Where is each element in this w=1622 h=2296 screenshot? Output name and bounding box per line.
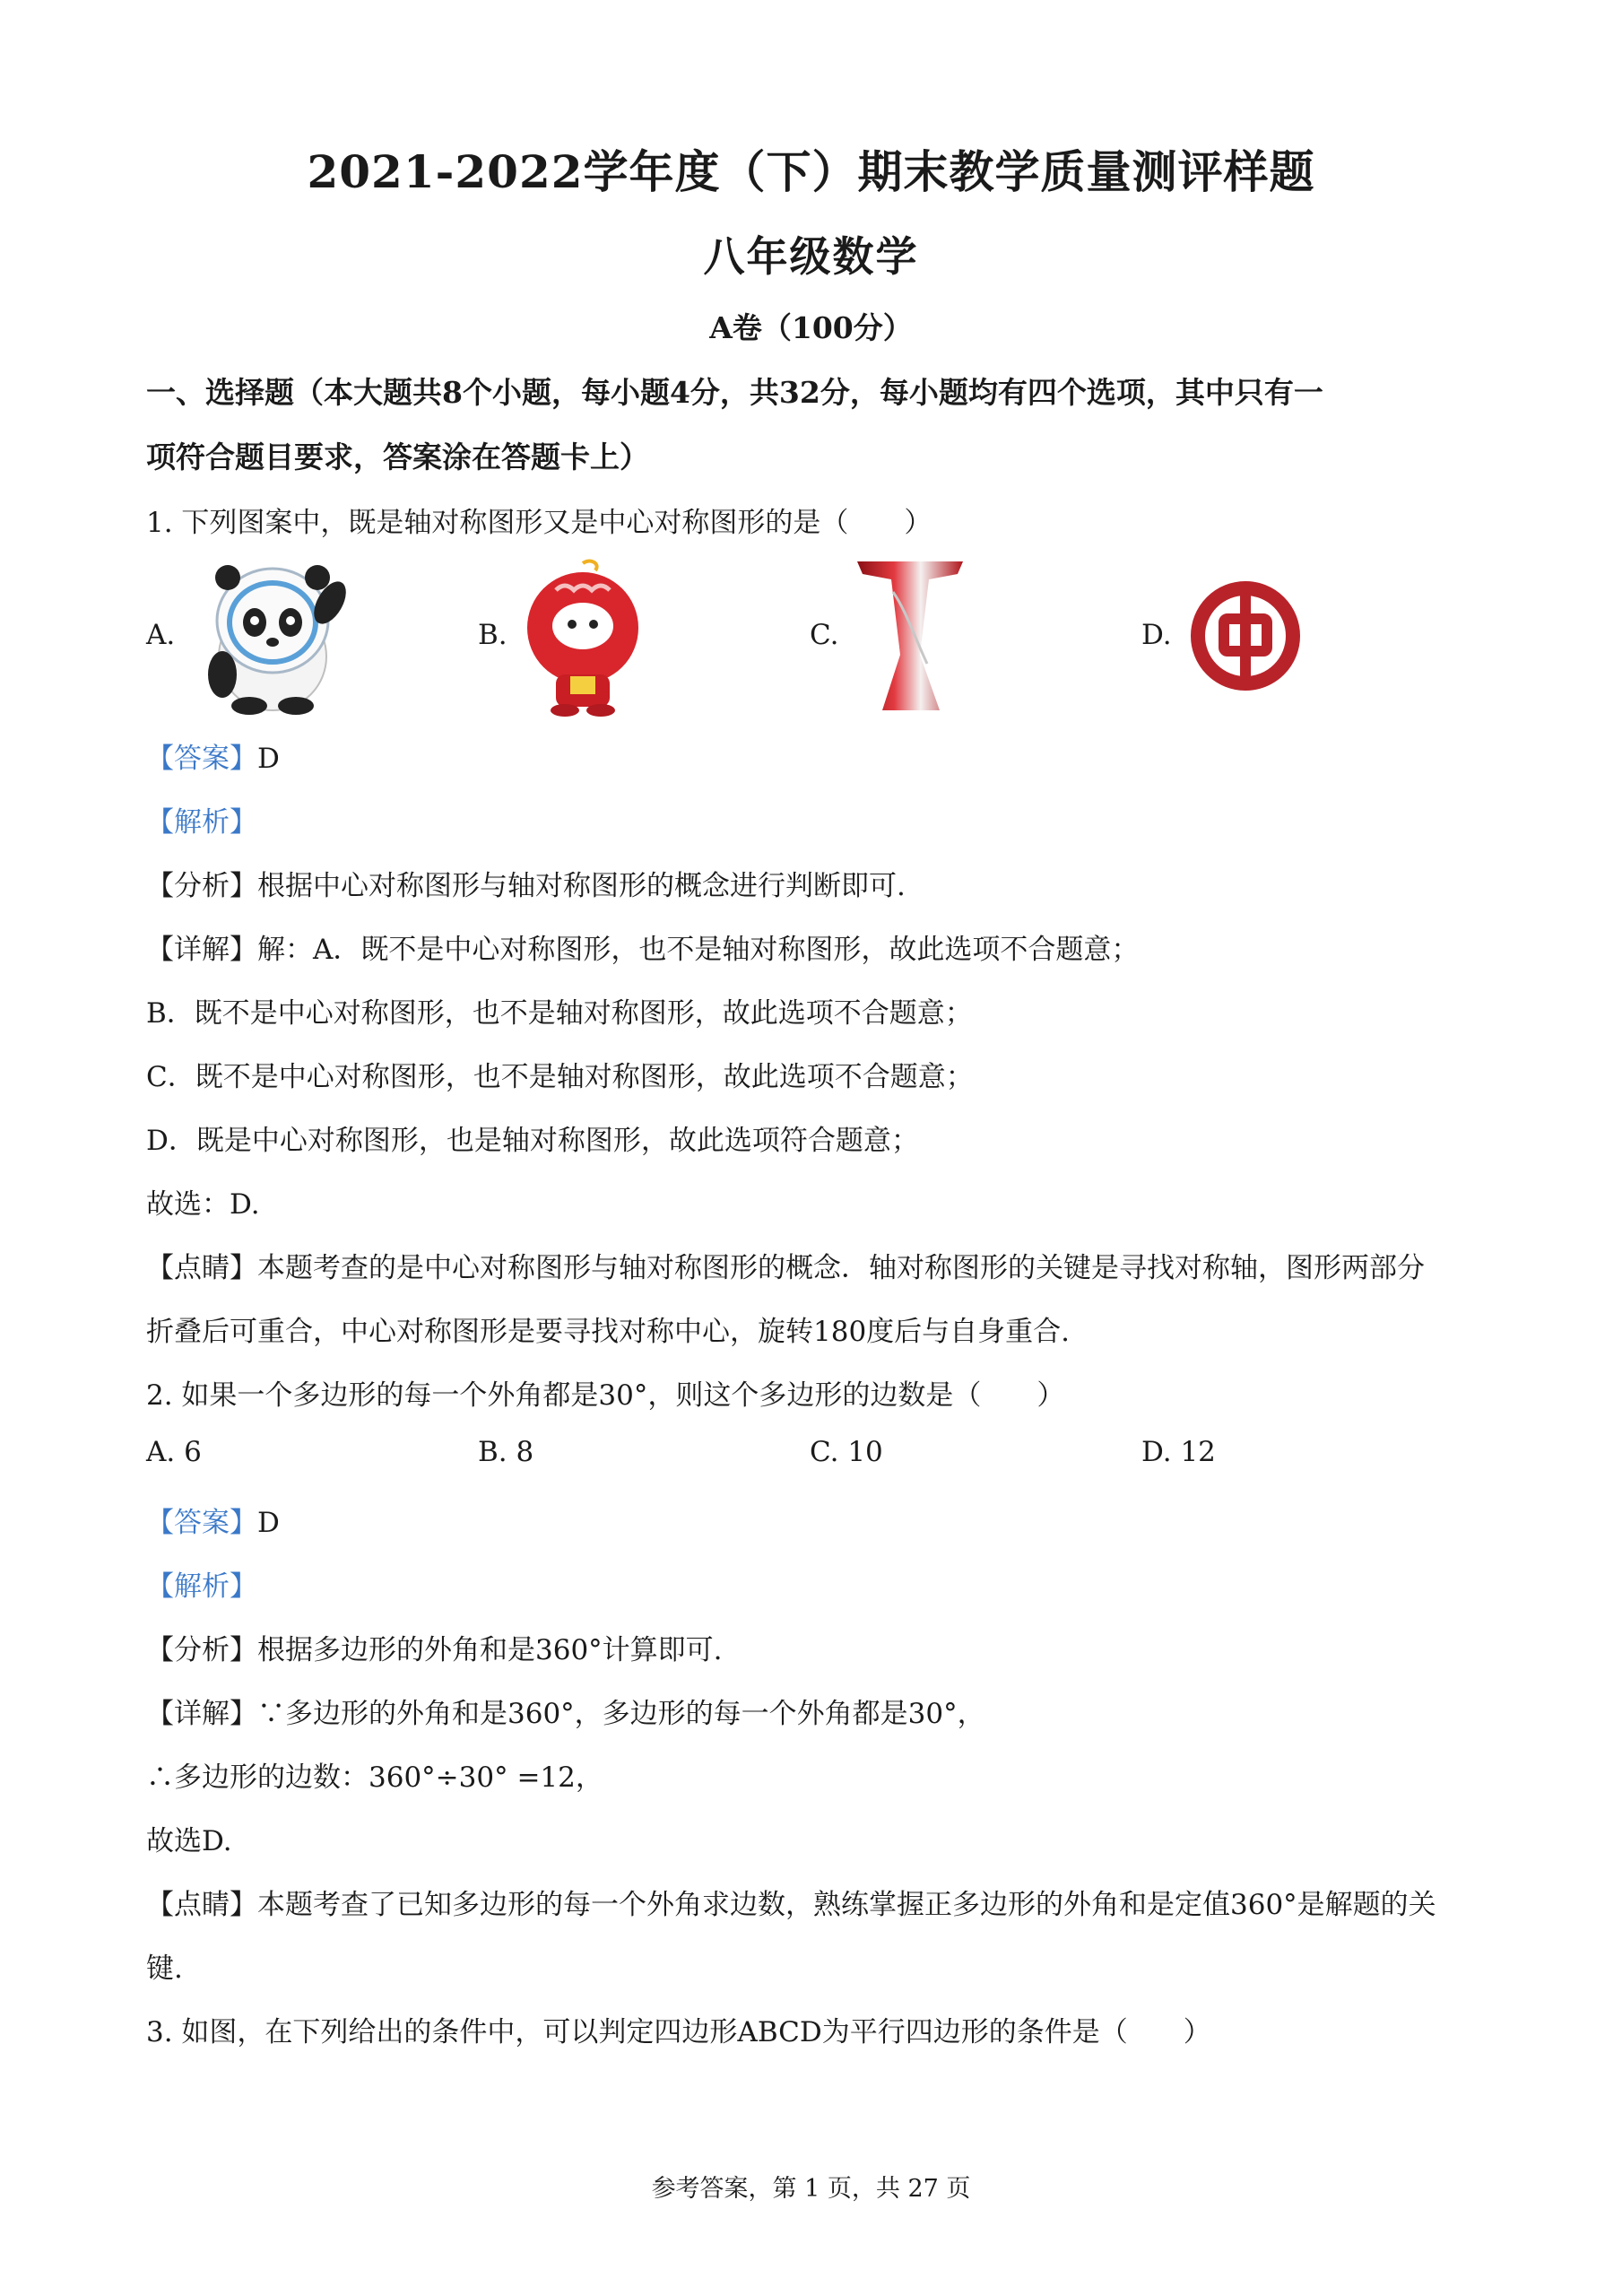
q3-stem: 3. 如图，在下列给出的条件中，可以判定四边形ABCD为平行四边形的条件是（ ） — [146, 2016, 1211, 2048]
section-heading-line2: 项符合题目要求，答案涂在答题卡上） — [146, 439, 649, 474]
panda-mascot-icon — [195, 558, 350, 715]
exam-title: 2021-2022学年度（下）期末教学质量测评样题 — [307, 145, 1315, 198]
page-footer: 参考答案，第 1 页，共 27 页 — [651, 2175, 971, 2203]
q1-xiangjie-line: C．既不是中心对称图形，也不是轴对称图形，故此选项不合题意； — [146, 1061, 974, 1093]
bank-logo-icon — [1189, 579, 1302, 692]
q1-analysis-tag: 【解析】 — [146, 806, 257, 839]
q2-xiangjie-line: 【详解】∵多边形的外角和是360°，多边形的每一个外角都是30°， — [146, 1698, 985, 1730]
q1-answer-value: D — [257, 743, 280, 775]
red-torch-icon — [852, 556, 968, 718]
q2-option-d: D. 12 — [1141, 1436, 1216, 1468]
q2-dianjing-line: 【点睛】本题考查了已知多边形的每一个外角求边数，熟练掌握正多边形的外角和是定值360°是解题的关 — [146, 1889, 1436, 1921]
volume-label: A卷（100分） — [709, 310, 913, 345]
q1-xiangjie-line: 故选：D. — [146, 1188, 260, 1221]
section-heading-line1: 一、选择题（本大题共8个小题，每小题4分，共32分，每小题均有四个选项，其中只有一 — [146, 375, 1323, 410]
q2-xiangjie-line: 故选D. — [146, 1825, 232, 1857]
exam-subtitle: 八年级数学 — [703, 232, 919, 281]
q1-dianjing-line: 折叠后可重合，中心对称图形是要寻找对称中心，旋转180度后与自身重合. — [146, 1316, 1071, 1348]
q2-option-c: C. 10 — [810, 1436, 883, 1468]
q2-option-b: B. 8 — [478, 1436, 534, 1468]
q2-stem: 2. 如果一个多边形的每一个外角都是30°，则这个多边形的边数是（ ） — [146, 1379, 1065, 1412]
q2-option-a: A. 6 — [146, 1436, 202, 1468]
q1-dianjing-line: 【点睛】本题考查的是中心对称图形与轴对称图形的概念．轴对称图形的关键是寻找对称轴，图形两部分 — [146, 1252, 1425, 1284]
q1-option-b-label: B. — [478, 619, 507, 651]
q2-answer-tag: 【答案】 — [146, 1507, 257, 1539]
lantern-mascot-icon — [520, 558, 646, 718]
q1-xiangjie-line: D．既是中心对称图形，也是轴对称图形，故此选项符合题意； — [146, 1125, 919, 1157]
q2-dianjing-line: 键. — [146, 1952, 183, 1985]
q1-fenxi: 【分析】根据中心对称图形与轴对称图形的概念进行判断即可. — [146, 870, 906, 902]
q2-xiangjie-line: ∴多边形的边数：360°÷30° =12， — [146, 1761, 603, 1794]
q1-option-d-label: D. — [1141, 619, 1172, 651]
q1-answer-tag: 【答案】 — [146, 743, 257, 775]
q1-option-a-label: A. — [146, 619, 176, 651]
q2-answer-value: D — [257, 1507, 280, 1539]
q1-option-c-label: C. — [810, 619, 839, 651]
q1-xiangjie-line: B．既不是中心对称图形，也不是轴对称图形，故此选项不合题意； — [146, 997, 973, 1030]
q2-analysis-tag: 【解析】 — [146, 1570, 257, 1603]
q1-answer — [146, 735, 280, 776]
q1-xiangjie-line: 【详解】解：A．既不是中心对称图形，也不是轴对称图形，故此选项不合题意； — [146, 934, 1140, 966]
q2-answer — [146, 1500, 280, 1540]
q1-stem: 1. 下列图案中，既是轴对称图形又是中心对称图形的是（ ） — [146, 507, 932, 539]
q2-fenxi: 【分析】根据多边形的外角和是360°计算即可. — [146, 1634, 723, 1666]
